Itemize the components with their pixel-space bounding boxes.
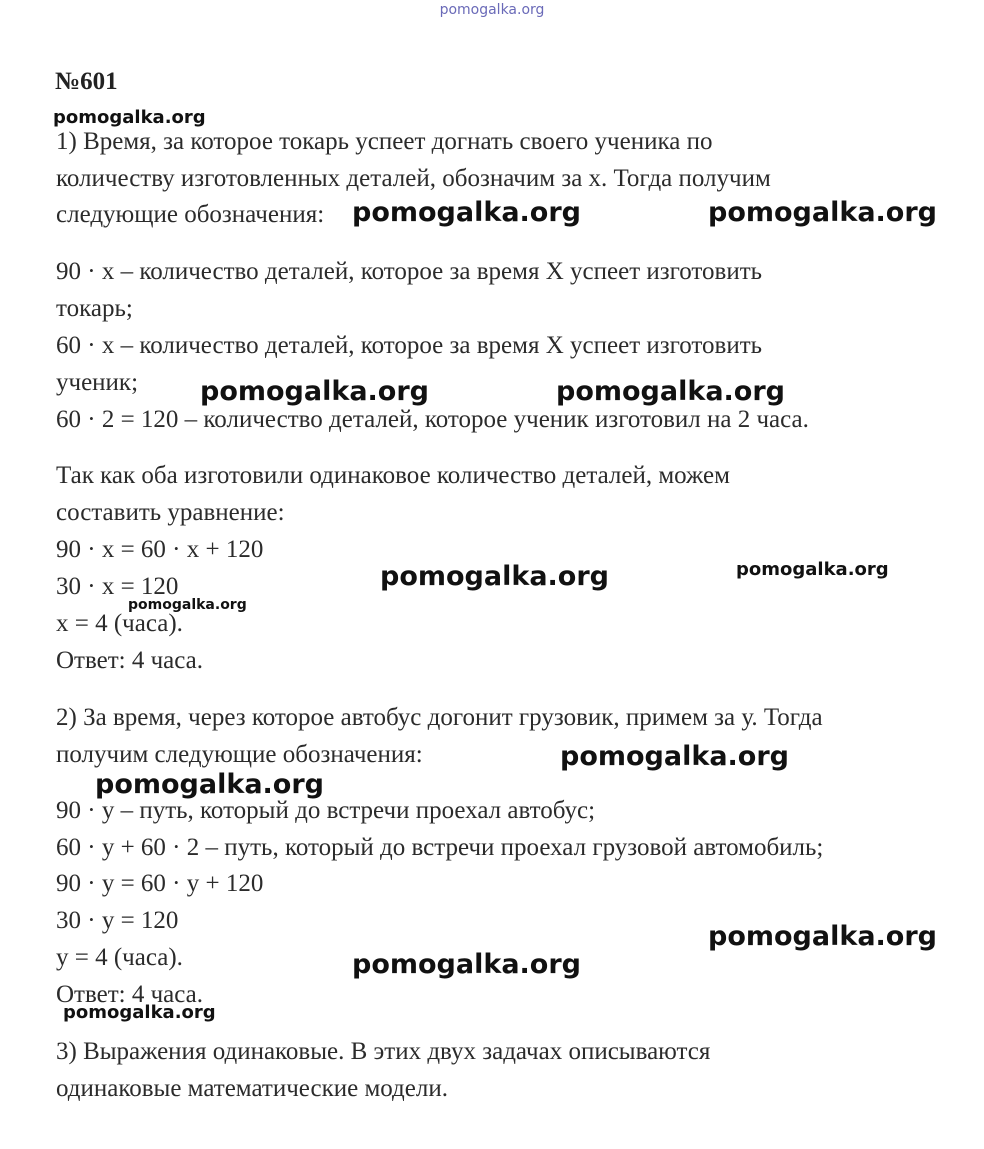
text-line: 3) Выражения одинаковые. В этих двух задачах описываются bbox=[56, 1038, 711, 1065]
watermark: pomogalka.org bbox=[560, 741, 789, 772]
watermark: pomogalka.org bbox=[128, 597, 247, 613]
problem-number: №601 bbox=[55, 68, 118, 95]
text-line: составить уравнение: bbox=[56, 499, 285, 526]
watermark: pomogalka.org bbox=[352, 197, 581, 228]
text-line: 1) Время, за которое токарь успеет догнать своего ученика по bbox=[56, 128, 713, 155]
text-line: 90 · у – путь, который до встречи проехал автобус; bbox=[56, 797, 596, 824]
equation-line: 90 · х = 60 · х + 120 bbox=[56, 536, 264, 563]
answer-line: Ответ: 4 часа. bbox=[56, 981, 204, 1008]
equation-line: 90 · у = 60 · у + 120 bbox=[56, 870, 264, 897]
watermark: pomogalka.org bbox=[95, 769, 324, 800]
watermark: pomogalka.org bbox=[708, 921, 937, 952]
watermark: pomogalka.org bbox=[200, 376, 429, 407]
watermark: pomogalka.org bbox=[380, 561, 609, 592]
text-line: 2) За время, через которое автобус догонит грузовик, примем за у. Тогда bbox=[56, 704, 823, 731]
equation-line: у = 4 (часа). bbox=[56, 944, 183, 971]
watermark: pomogalka.org bbox=[556, 376, 785, 407]
text-line: ученик; bbox=[56, 369, 139, 396]
equation-line: х = 4 (часа). bbox=[56, 610, 183, 637]
text-line: следующие обозначения: bbox=[56, 201, 325, 228]
text-line: 90 · х – количество деталей, которое за время Х успеет изготовить bbox=[56, 258, 763, 285]
equation-line: 30 · х = 120 bbox=[56, 573, 179, 600]
watermark: pomogalka.org bbox=[708, 197, 937, 228]
text-line: токарь; bbox=[56, 295, 133, 322]
answer-line: Ответ: 4 часа. bbox=[56, 647, 204, 674]
watermark: pomogalka.org bbox=[352, 949, 581, 980]
text-line: 60 · у + 60 · 2 – путь, который до встречи проехал грузовой автомобиль; bbox=[56, 834, 824, 861]
watermark: pomogalka.org bbox=[53, 107, 206, 128]
text-line: одинаковые математические модели. bbox=[56, 1075, 448, 1102]
text-line: 60 · х – количество деталей, которое за время Х успеет изготовить bbox=[56, 332, 763, 359]
text-line: количеству изготовленных деталей, обозначим за х. Тогда получим bbox=[56, 165, 771, 192]
watermark: pomogalka.org bbox=[736, 559, 889, 580]
watermark: pomogalka.org bbox=[63, 1002, 216, 1023]
header-url: pomogalka.org bbox=[439, 2, 545, 18]
text-line: получим следующие обозначения: bbox=[56, 741, 423, 768]
text-line: 60 · 2 = 120 – количество деталей, которое ученик изготовил на 2 часа. bbox=[56, 406, 809, 433]
text-line: Так как оба изготовили одинаковое количество деталей, можем bbox=[56, 462, 730, 489]
equation-line: 30 · у = 120 bbox=[56, 907, 179, 934]
